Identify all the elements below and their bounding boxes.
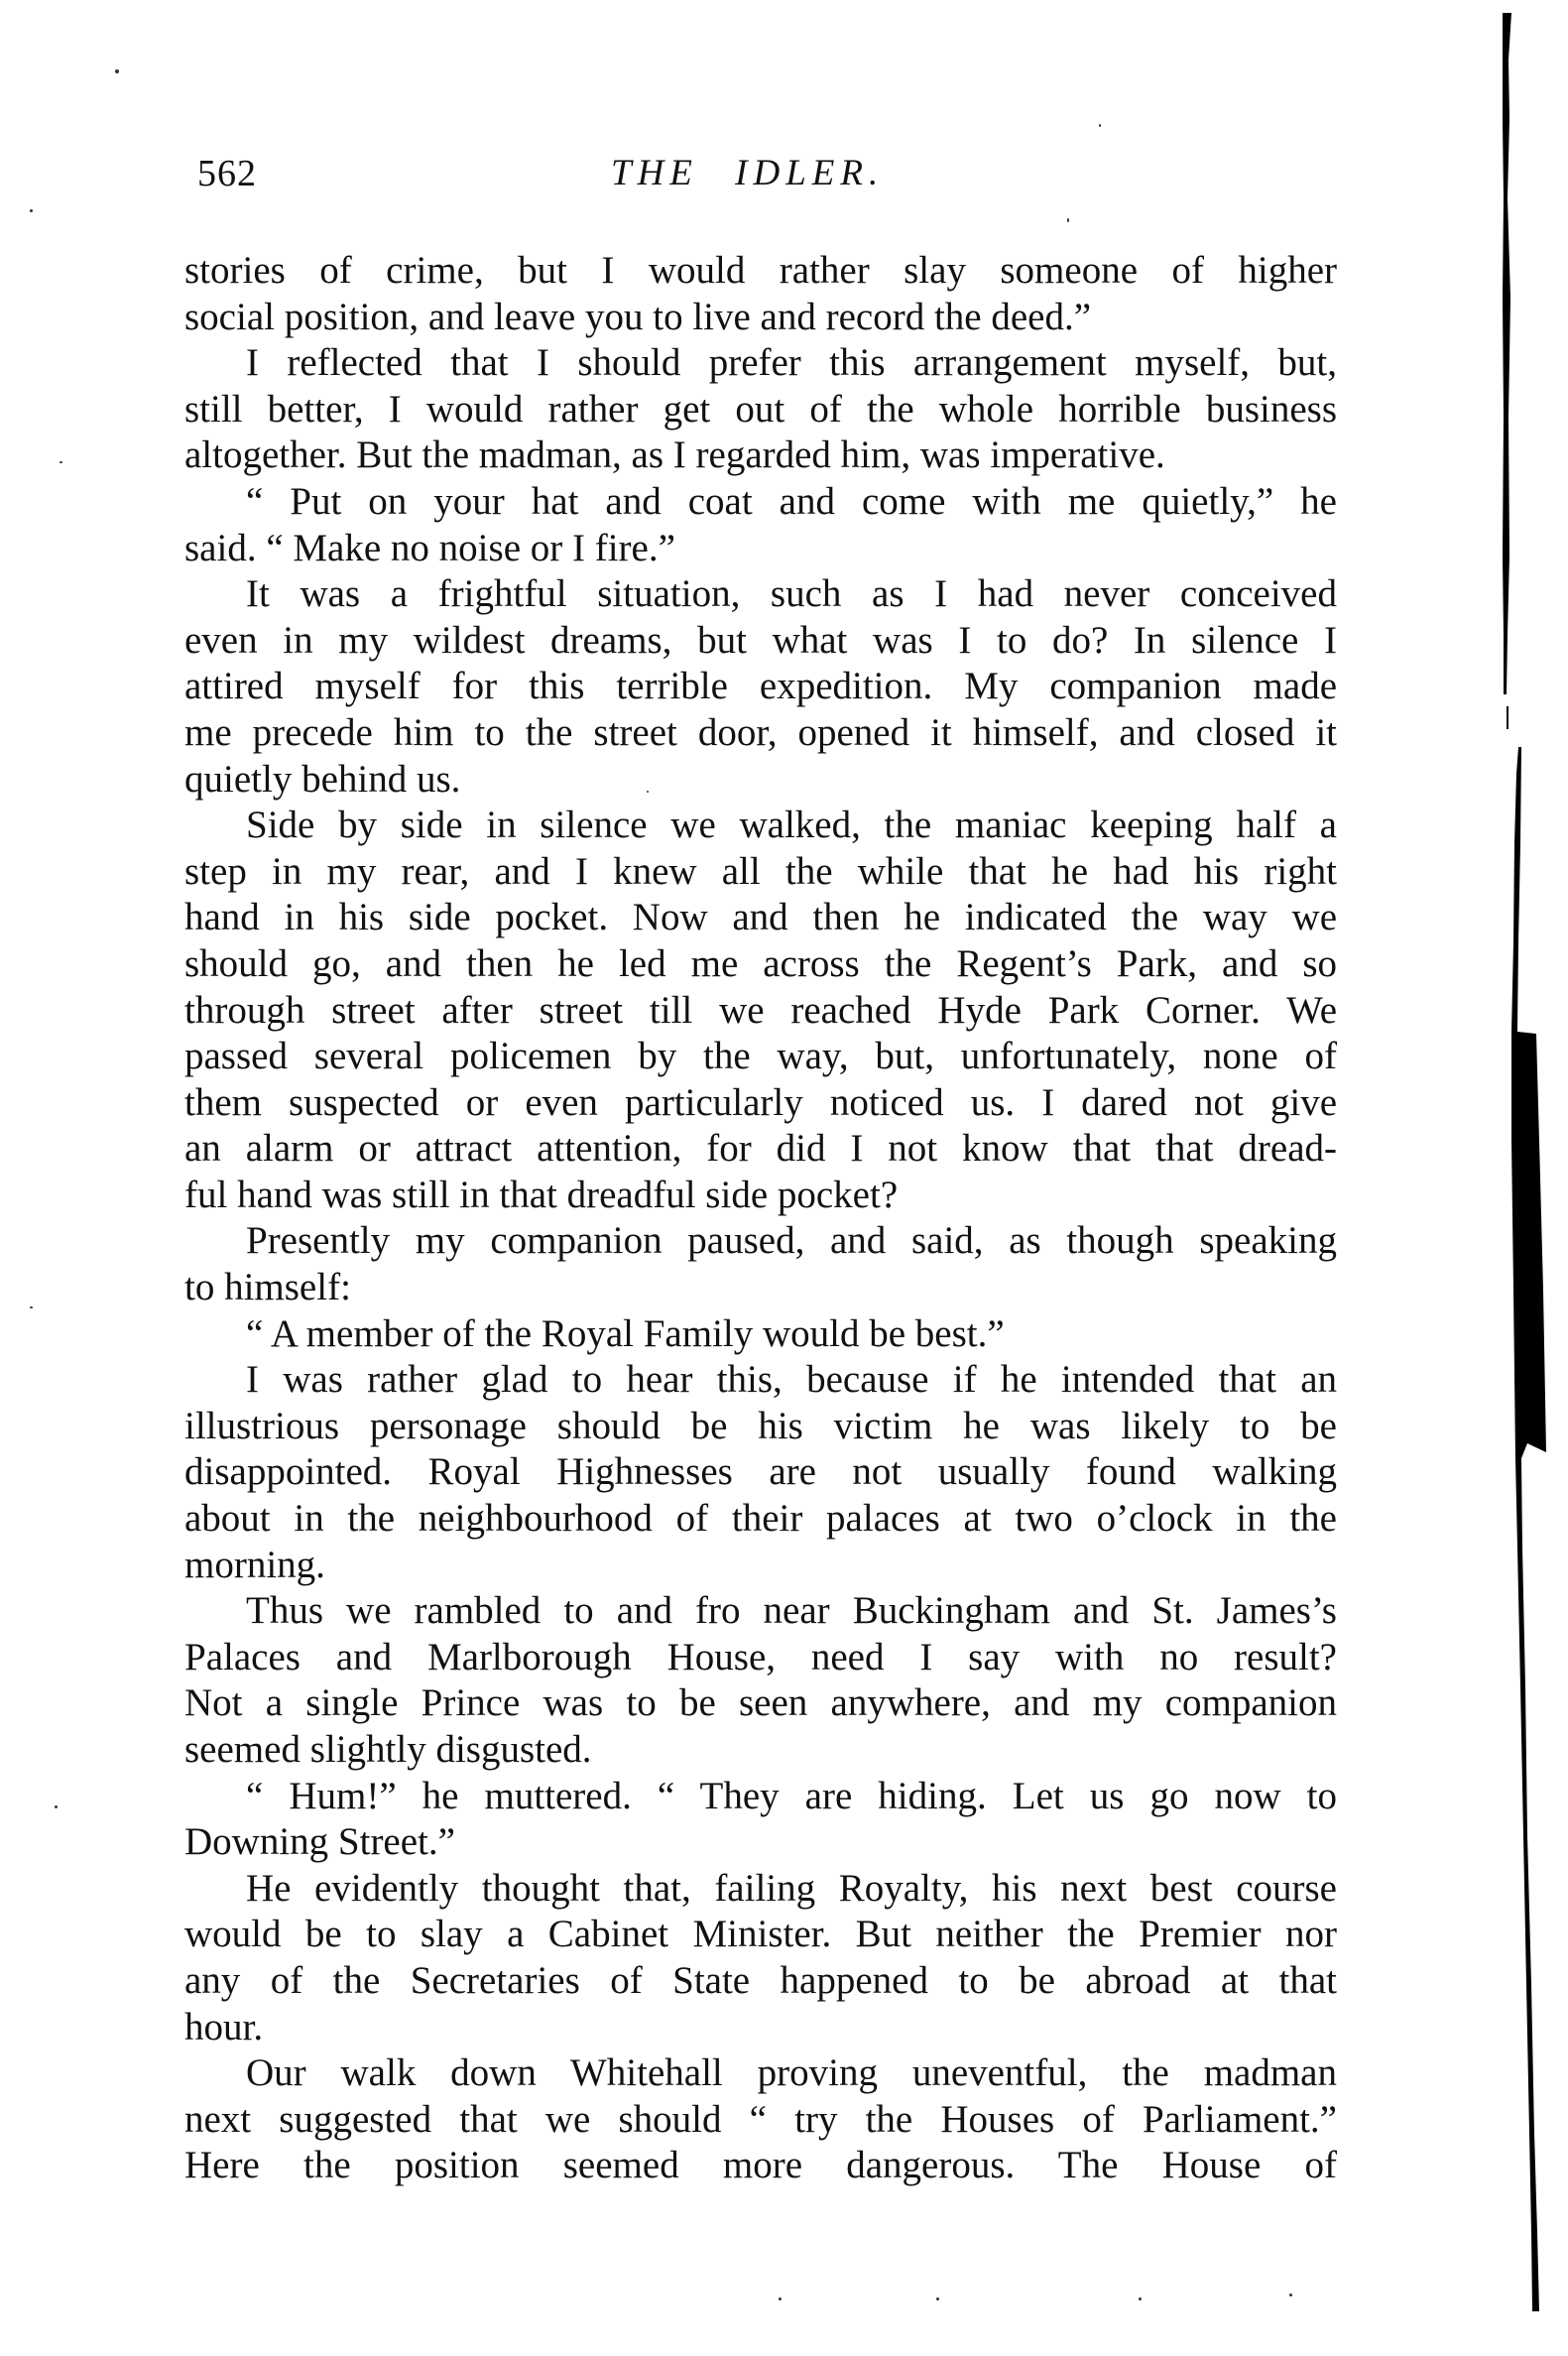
scan-speck [1099,124,1101,127]
text-line: even in my wildest dreams, but what was I to do? In silence I [184,618,1337,662]
text-line: Here the position seemed more dangerous. The House of [184,2144,1337,2187]
scan-speck [779,2297,782,2300]
text-line: Downing Street.” [184,1820,455,1864]
text-line: about in the neighbourhood of their palaces at two o’clock in the [184,1497,1337,1541]
text-line: “ A member of the Royal Family would be best.” [246,1311,1005,1355]
scan-speck [30,1306,33,1308]
text-line: Not a single Prince was to be seen anywhere, and my companion [184,1681,1337,1725]
text-line: I was rather glad to hear this, because if he intended that an [246,1358,1337,1402]
text-line: seemed slightly disgusted. [184,1728,592,1771]
running-title: THE IDLER. [611,153,885,193]
text-line: morning. [184,1543,325,1586]
text-line: said. “ Make no noise or I fire.” [184,526,675,569]
text-line: would be to slay a Cabinet Minister. But neither the Premier nor [184,1913,1337,1956]
text-line: Thus we rambled to and fro near Buckingham and St. James’s [246,1589,1337,1633]
text-line: step in my rear, and I knew all the while that he had his right [184,849,1337,893]
text-line: disappointed. Royal Highnesses are not usually found walking [184,1450,1337,1494]
text-line: any of the Secretaries of State happened to be abroad at that [184,1958,1337,2002]
text-line: social position, and leave you to live and record the deed.” [184,295,1092,338]
text-line: “ Hum!” he muttered. “ They are hiding. Let us go now to [246,1774,1337,1817]
text-line: attired myself for this terrible expedition. My companion made [184,665,1337,708]
text-line: Palaces and Marlborough House, need I say with no result? [184,1635,1337,1678]
scan-speck [647,791,649,793]
text-line: ful hand was still in that dreadful side pocket? [184,1173,899,1216]
scan-speck [1289,2294,1292,2296]
text-line: an alarm or attract attention, for did I not know that that dread- [184,1127,1337,1171]
text-line: to himself: [184,1266,351,1309]
text-line: hour. [184,2005,264,2048]
scan-speck [1067,218,1069,222]
text-line: next suggested that we should “ try the Houses of Parliament.” [184,2097,1337,2141]
text-line: hand in his side pocket. Now and then he indicated the way we [184,896,1337,939]
text-line: Our walk down Whitehall proving uneventful, the madman [246,2051,1337,2095]
text-line: illustrious personage should be his victim he was likely to be [184,1404,1337,1447]
text-line: altogether. But the madman, as I regarded him, was imperative. [184,434,1165,477]
scan-speck [55,1805,58,1808]
text-line: I reflected that I should prefer this arrangement myself, but, [246,341,1337,385]
text-line: them suspected or even particularly noticed us. I dared not give [184,1080,1337,1124]
scan-speck [1139,2297,1142,2300]
text-line: stories of crime, but I would rather slay someone of higher [184,249,1337,292]
scan-speck [936,2297,939,2300]
scan-speck [115,69,119,73]
scan-speck [30,209,33,212]
text-line: He evidently thought that, failing Royalty, his next best course [246,1866,1337,1910]
text-line: Presently my companion paused, and said, as though speaking [246,1219,1337,1263]
text-line: still better, I would rather get out of the whole horrible business [184,387,1337,431]
text-line: through street after street till we reached Hyde Park Corner. We [184,988,1337,1032]
text-line: It was a frightful situation, such as I had never conceived [246,572,1337,616]
text-line: quietly behind us. [184,757,461,801]
text-line: should go, and then he led me across the Regent’s Park, and so [184,941,1337,985]
scan-speck [60,461,62,463]
text-line: passed several policemen by the way, but, unfortunately, none of [184,1035,1337,1078]
text-line: me precede him to the street door, opened it himself, and closed it [184,710,1337,754]
page-number: 562 [197,153,257,194]
text-line: “ Put on your hat and coat and come with me quietly,” he [246,479,1337,523]
text-line: Side by side in silence we walked, the maniac keeping half a [246,804,1337,847]
